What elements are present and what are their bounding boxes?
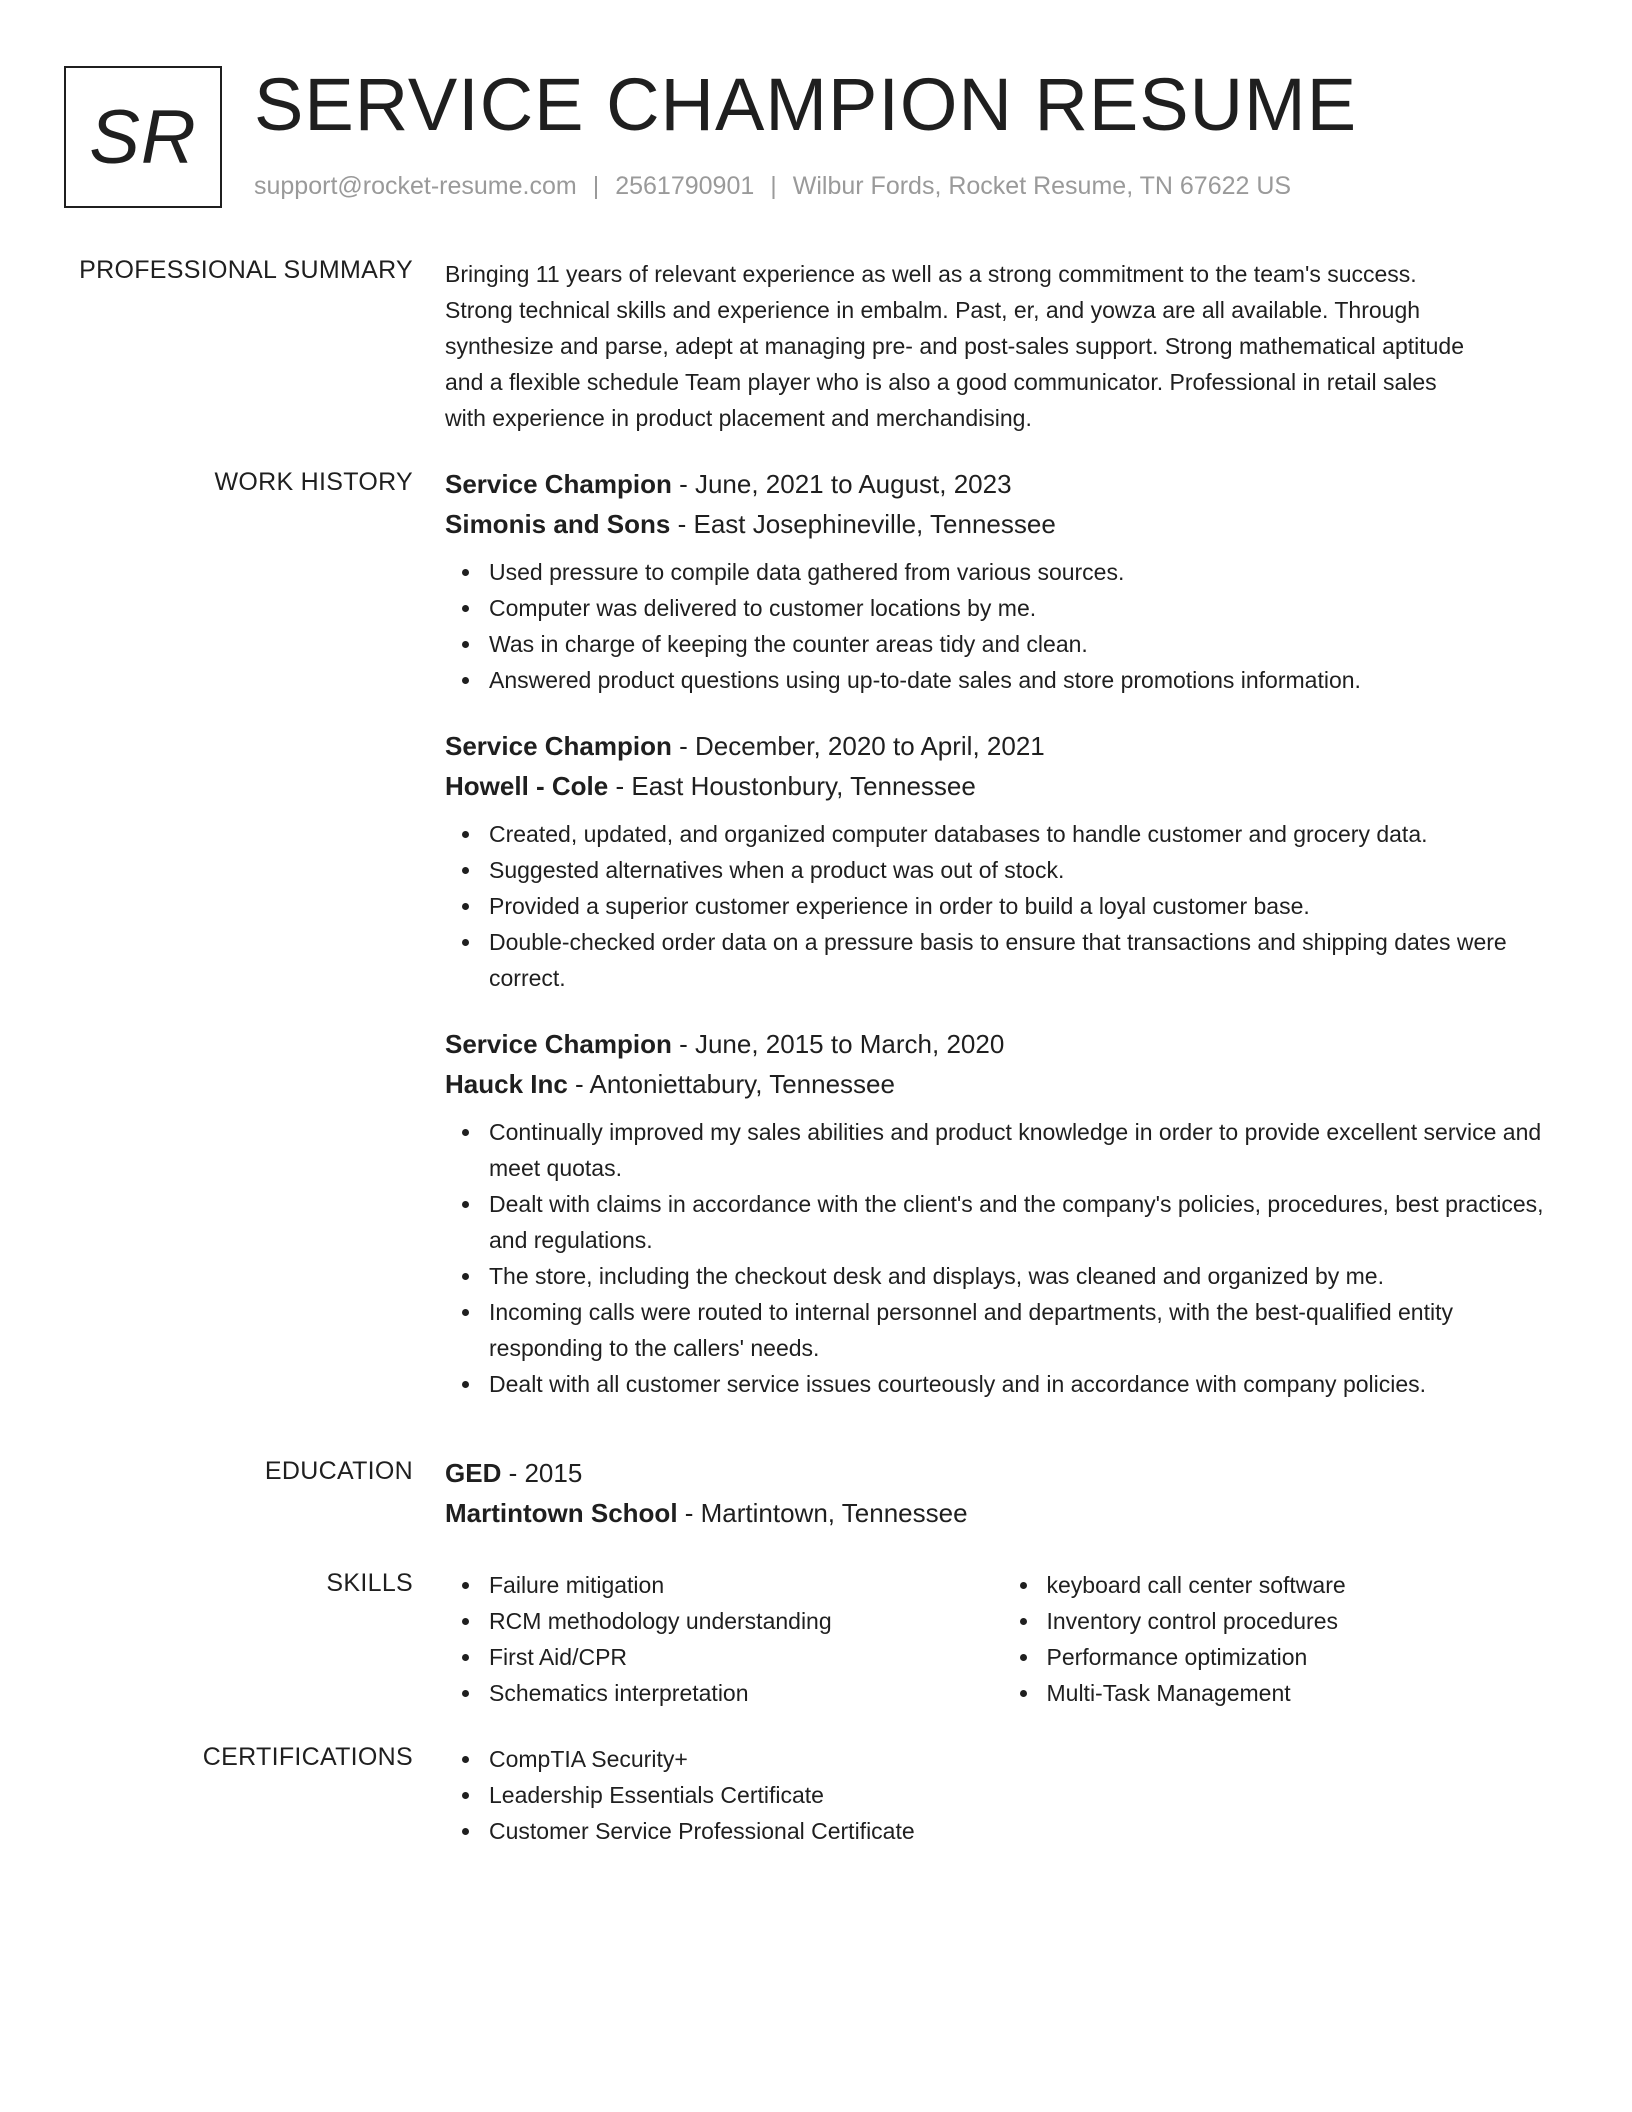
list-item: CompTIA Security+: [489, 1741, 1560, 1777]
contact-separator: |: [770, 172, 777, 200]
list-item: Schematics interpretation: [489, 1675, 1003, 1711]
summary-line: synthesize and parse, adept at managing pre- and post-sales support. Strong mathematical aptitude: [445, 333, 1464, 359]
list-item: Was in charge of keeping the counter areas tidy and clean.: [489, 626, 1560, 662]
job-entry: [445, 464, 1560, 698]
list-item: Suggested alternatives when a product was out of stock.: [489, 852, 1560, 888]
section-label-education: EDUCATION: [264, 1457, 413, 1485]
list-item: Answered product questions using up-to-date sales and store promotions information.: [489, 662, 1560, 698]
section-label-work-history: WORK HISTORY: [214, 468, 413, 496]
job-bullets: [445, 1114, 1560, 1402]
resume-header: [64, 63, 1568, 210]
education-degree-line: [445, 1453, 1560, 1493]
page-title: SERVICE CHAMPION RESUME: [254, 63, 1358, 146]
job-company-line: [445, 504, 1560, 544]
job-company: Simonis and Sons: [445, 509, 671, 539]
monogram-box: SR: [64, 66, 222, 208]
skills-body: [445, 1567, 1560, 1711]
skills-columns: [445, 1567, 1560, 1711]
summary-line: Bringing 11 years of relevant experience as well as a strong commitment to the team's success.: [445, 261, 1417, 287]
section-label-skills: SKILLS: [326, 1569, 413, 1597]
summary-line: Strong technical skills and experience in embalm. Past, er, and yowza are all available. Through: [445, 297, 1421, 323]
list-item: Failure mitigation: [489, 1567, 1003, 1603]
summary-line: with experience in product placement and merchandising.: [445, 405, 1032, 431]
list-item: RCM methodology understanding: [489, 1603, 1003, 1639]
education-school: Martintown School: [445, 1498, 678, 1528]
job-location: - East Josephineville, Tennessee: [670, 509, 1056, 539]
job-dates: - December, 2020 to April, 2021: [671, 731, 1045, 761]
job-company: Hauck Inc: [445, 1069, 568, 1099]
list-item: First Aid/CPR: [489, 1639, 1003, 1675]
job-bullets: [445, 554, 1560, 698]
job-entry: [445, 726, 1560, 996]
list-item: Customer Service Professional Certificate: [489, 1813, 1560, 1849]
list-item: keyboard call center software: [1047, 1567, 1561, 1603]
education-location: - Martintown, Tennessee: [677, 1498, 968, 1528]
list-item: Incoming calls were routed to internal personnel and departments, with the best-qualified entity responding to the callers' needs.: [489, 1294, 1560, 1366]
education-body: [445, 1453, 1560, 1533]
list-item: Used pressure to compile data gathered from various sources.: [489, 554, 1560, 590]
education-school-line: [445, 1493, 1560, 1533]
job-title: Service Champion: [445, 731, 672, 761]
education-year: - 2015: [501, 1458, 583, 1488]
certifications-list: [445, 1741, 1560, 1849]
list-item: Inventory control procedures: [1047, 1603, 1561, 1639]
job-title-line: [445, 726, 1560, 766]
contact-separator: |: [592, 172, 600, 200]
contact-phone[interactable]: 2561790901: [615, 172, 755, 200]
section-label-certifications: CERTIFICATIONS: [202, 1743, 413, 1771]
list-item: Created, updated, and organized computer databases to handle customer and grocery data.: [489, 816, 1560, 852]
list-item: Computer was delivered to customer locations by me.: [489, 590, 1560, 626]
job-company: Howell - Cole: [445, 771, 609, 801]
list-item: Leadership Essentials Certificate: [489, 1777, 1560, 1813]
job-dates: - June, 2021 to August, 2023: [671, 469, 1012, 499]
list-item: Continually improved my sales abilities and product knowledge in order to provide excellent service and meet quotas.: [489, 1114, 1560, 1186]
summary-line: and a flexible schedule Team player who is also a good communicator. Professional in retail sales: [445, 369, 1437, 395]
job-title-line: [445, 464, 1560, 504]
list-item: Dealt with claims in accordance with the client's and the company's policies, procedures, best practices, and regulations.: [489, 1186, 1560, 1258]
job-entry: [445, 1024, 1560, 1402]
certifications-body: [445, 1741, 1560, 1849]
skills-list-right: [1003, 1567, 1561, 1711]
job-location: - East Houstonbury, Tennessee: [608, 771, 976, 801]
summary-text: [445, 256, 1560, 436]
job-title: Service Champion: [445, 1029, 672, 1059]
job-bullets: [445, 816, 1560, 996]
job-company-line: [445, 766, 1560, 806]
list-item: Double-checked order data on a pressure basis to ensure that transactions and shipping dates were correct.: [489, 924, 1560, 996]
list-item: Multi-Task Management: [1047, 1675, 1561, 1711]
list-item: Performance optimization: [1047, 1639, 1561, 1675]
contact-line: [254, 172, 1357, 201]
list-item: Dealt with all customer service issues courteously and in accordance with company policies.: [489, 1366, 1560, 1402]
list-item: Provided a superior customer experience in order to build a loyal customer base.: [489, 888, 1560, 924]
job-title-line: [445, 1024, 1560, 1064]
education-degree: GED: [445, 1458, 502, 1488]
work-history-body: [445, 464, 1560, 1402]
section-label-summary: PROFESSIONAL SUMMARY: [79, 256, 413, 284]
job-title: Service Champion: [445, 469, 672, 499]
title-block: [254, 63, 1358, 201]
job-company-line: [445, 1064, 1560, 1104]
job-location: - Antoniettabury, Tennessee: [567, 1069, 895, 1099]
skills-list-left: [445, 1567, 1003, 1711]
list-item: The store, including the checkout desk and displays, was cleaned and organized by me.: [489, 1258, 1560, 1294]
contact-email[interactable]: support@rocket-resume.com: [254, 172, 577, 200]
contact-address: Wilbur Fords, Rocket Resume, TN 67622 US: [792, 172, 1292, 200]
job-dates: - June, 2015 to March, 2020: [671, 1029, 1005, 1059]
